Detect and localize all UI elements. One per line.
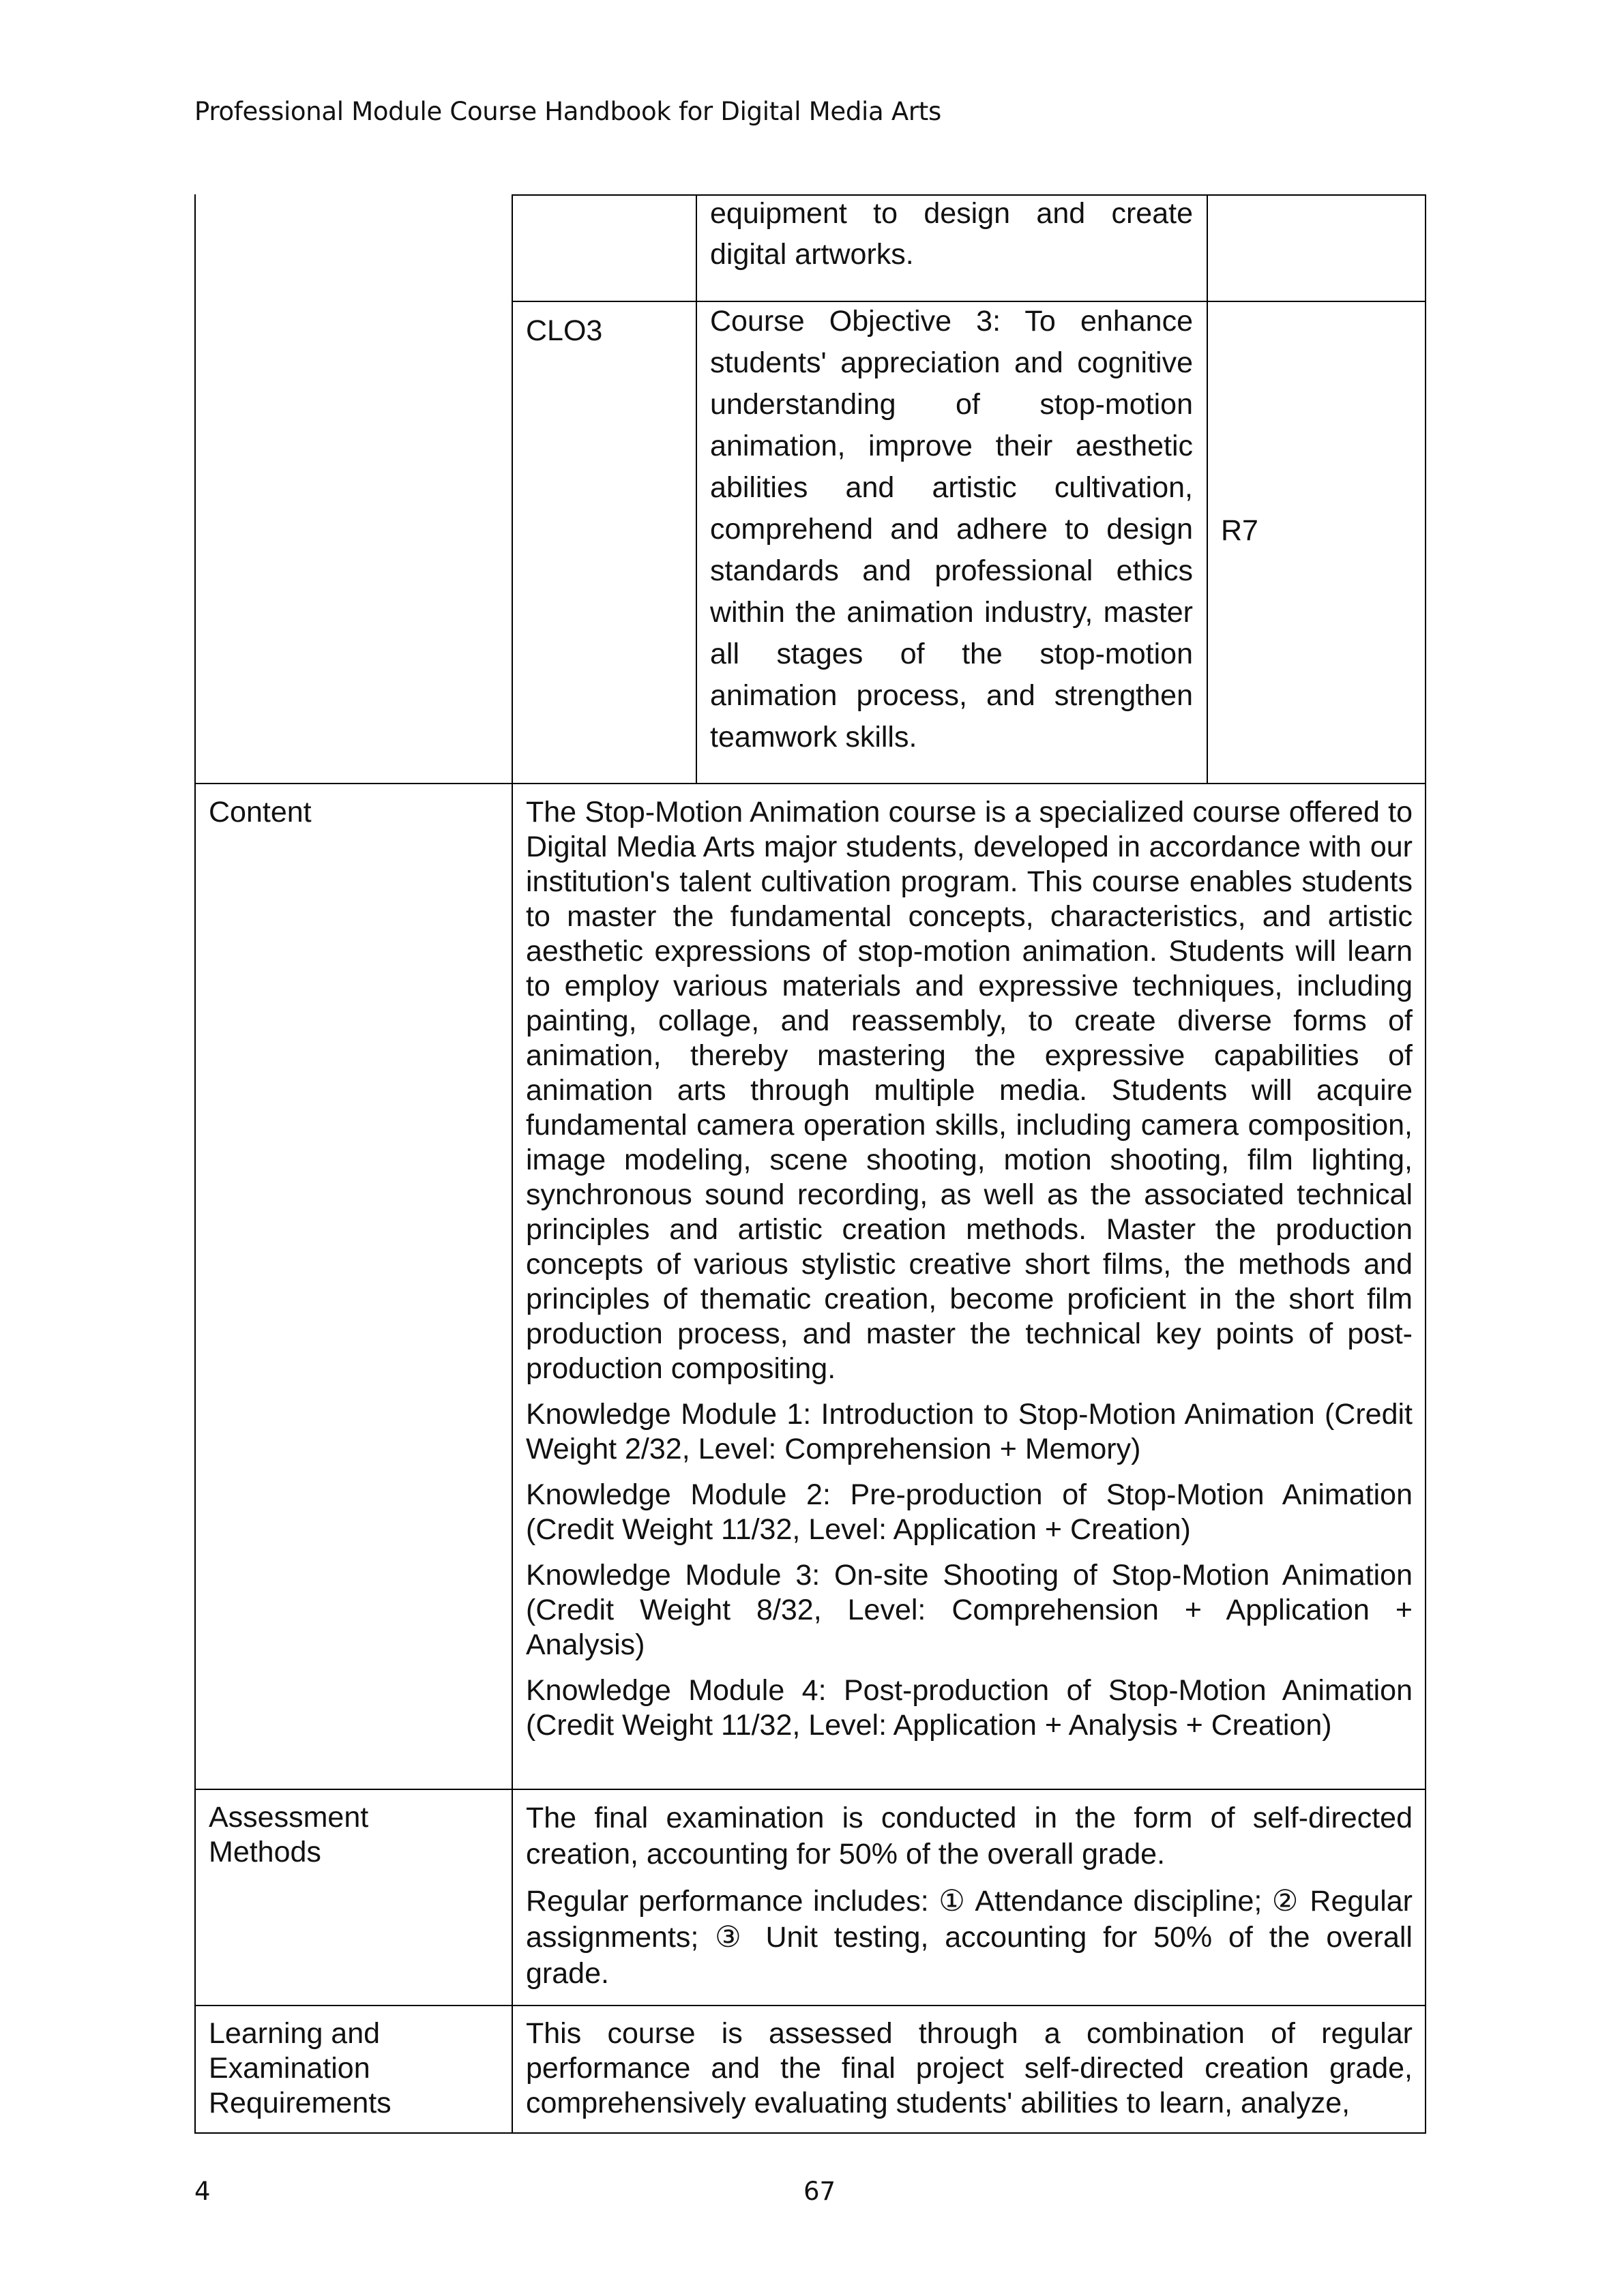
objective-code: CLO3 (526, 314, 603, 347)
table-line (194, 783, 1426, 784)
knowledge-module: Knowledge Module 1: Introduction to Stop-Motion Animation (Credit Weight 2/32, Level: Comprehension + Memory) (526, 1398, 1413, 1465)
assessment-label: Assessment Methods (209, 1801, 369, 1868)
assessment-body (526, 1800, 1413, 1992)
footer-left-number: 4 (194, 2177, 211, 2206)
knowledge-module: Knowledge Module 2: Pre-production of Stop-Motion Animation (Credit Weight 11/32, Level: Application + Creation) (526, 1478, 1413, 1546)
content-body (526, 795, 1413, 1743)
knowledge-module: Knowledge Module 3: On-site Shooting of Stop-Motion Animation (Credit Weight 8/32, Level: Comprehension + Application + Analysis) (526, 1559, 1413, 1661)
table-line (1425, 194, 1426, 2134)
objective-description: Course Objective 3: To enhance students' appreciation and cognitive understanding of stop-motion animation, improve their aesthetic abilities and artistic cultivation, comprehend and adhere to design standards and professional ethics within the animation industry, master all stages of the stop-motion animation process, and strengthen teamwork skills. (710, 305, 1193, 754)
table-line (194, 2005, 1426, 2006)
assessment-regular-performance: Regular performance includes: ① Attendance discipline; ② Regular assignments; ③ Unit testing, accounting for 50% of the overall grade. (526, 1885, 1413, 1990)
assessment-final-exam: The final examination is conducted in the form of self-directed creation, accounting for 50% of the overall grade. (526, 1802, 1413, 1870)
content-label: Content (209, 796, 312, 829)
table-line (696, 194, 697, 784)
objective-continued-text: equipment to design and create digital artworks. (710, 197, 1193, 271)
table-line (194, 194, 196, 2134)
table-line (1207, 194, 1208, 784)
objective-requirement: R7 (1221, 514, 1258, 547)
table-line (194, 1789, 1426, 1790)
page-number: 67 (803, 2177, 836, 2206)
learning-label: Learning and Examination Requirements (209, 2017, 392, 2119)
content-intro: The Stop-Motion Animation course is a specialized course offered to Digital Media Arts major students, developed in accordance with our institution's talent cultivation program. This course enables students to master the fundamental concepts, characteristics, and artistic aesthetic expressions of stop-motion animation. Students will learn to employ various materials and expressive techniques, including painting, collage, and reassembly, to create diverse forms of animation, thereby mastering the expressive capabilities of animation arts through multiple media. Students will acquire fundamental camera operation skills, including camera composition, image modeling, scene shooting, motion shooting, film lighting, synchronous sound recording, as well as the associated technical principles and artistic creation methods. Master the production concepts of various stylistic creative short films, the methods and principles of thematic creation, become proficient in the short film production process, and master the technical key points of post-production compositing. (526, 796, 1413, 1385)
page-header: Professional Module Course Handbook for Digital Media Arts (194, 97, 941, 126)
learning-body: This course is assessed through a combination of regular performance and the final project self-directed creation grade, comprehensively evaluating students' abilities to learn, analyze, (526, 2017, 1413, 2119)
table-line (194, 2132, 1426, 2134)
table-line (512, 194, 513, 2134)
knowledge-module: Knowledge Module 4: Post-production of Stop-Motion Animation (Credit Weight 11/32, Level: Application + Analysis + Creation) (526, 1674, 1413, 1742)
